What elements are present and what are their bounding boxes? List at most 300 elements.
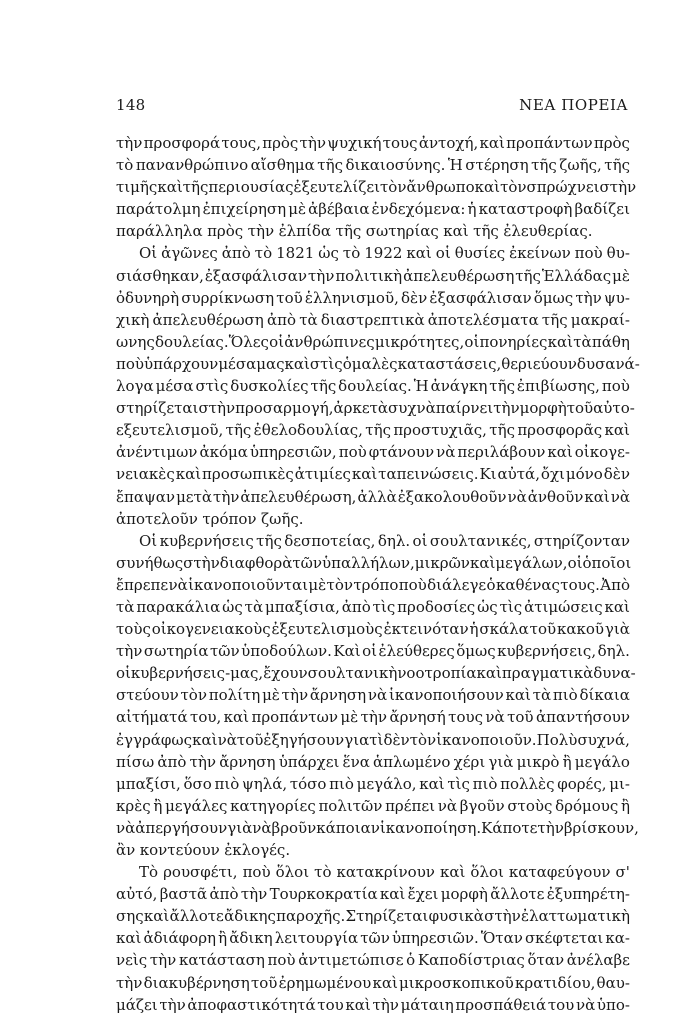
- word: ἀπὸ: [341, 597, 371, 616]
- word: ἀτιμίες: [294, 465, 351, 484]
- word: τὸ: [314, 863, 332, 882]
- word: καὶ: [175, 465, 202, 484]
- text-line: [116, 486, 630, 508]
- text-line: [116, 198, 630, 220]
- word: ἀπὸ: [266, 310, 297, 329]
- word: γιὰ: [488, 752, 514, 771]
- word: πιὸ: [214, 774, 240, 793]
- word: ἀπὸ: [157, 752, 187, 771]
- running-title: ΝΕΑ ΠΟΡΕΙΑ: [519, 96, 628, 114]
- word: ἐξασφάλισαν: [204, 266, 308, 285]
- word: ρουσφέτι,: [163, 863, 238, 882]
- word: καὶ: [345, 995, 371, 1014]
- word: ὡς: [222, 597, 243, 616]
- word: ἀνθοῦν: [527, 487, 584, 506]
- word: ἔχουν: [263, 664, 308, 683]
- text-line: [116, 927, 630, 949]
- word: ὁποῖοι: [582, 553, 632, 572]
- word: αἰτήματά: [116, 708, 188, 727]
- word: καὶ: [192, 730, 218, 749]
- word: ἄδικη: [229, 929, 273, 948]
- word: ἐπιχείρηση: [202, 200, 287, 219]
- word: κα-: [605, 929, 630, 948]
- word: καὶ: [157, 178, 183, 197]
- word: στὶς: [195, 377, 229, 396]
- word: μπαξίσι,: [116, 774, 181, 793]
- word: ὁμαλὲς: [342, 354, 398, 373]
- text-line: [116, 883, 630, 905]
- word: ἀνθρώπινες: [284, 332, 375, 351]
- word: ἄλλοτε: [490, 885, 545, 904]
- word: χέρι: [453, 752, 486, 771]
- word: ἐγγράφως: [116, 730, 193, 749]
- text-line: [116, 817, 639, 839]
- word: καταφεύγουν: [508, 863, 611, 882]
- word: πίσω: [116, 752, 155, 771]
- word: ἡ: [469, 620, 479, 639]
- word: ἄρνησή: [389, 708, 446, 727]
- word: καὶ: [474, 178, 501, 197]
- word: ἄρνηση: [219, 752, 276, 771]
- word: σης: [116, 907, 144, 926]
- word: καὶ: [143, 907, 170, 926]
- word: γιὰ: [227, 818, 253, 837]
- word: τῶν: [209, 642, 240, 661]
- word: Ἡ: [447, 156, 463, 175]
- word: τῆς: [531, 156, 557, 175]
- word: πρέπει: [385, 796, 436, 815]
- word: ὅμως: [533, 288, 574, 307]
- word: τοῦ: [250, 973, 278, 992]
- text-line: [116, 375, 630, 397]
- word: ποὺ: [338, 443, 367, 462]
- text-line: [116, 441, 630, 463]
- word: καθένας: [495, 575, 560, 594]
- text-line: [116, 795, 630, 817]
- word: τῶν: [360, 929, 390, 948]
- word: πολιτικὴ: [335, 266, 403, 285]
- word: προσφορά: [143, 134, 221, 152]
- text-line: [116, 287, 630, 309]
- word: τὰ: [532, 686, 552, 705]
- word: βρίσκουν,: [563, 818, 639, 837]
- word: βαστᾶ: [159, 885, 208, 904]
- word: ἡ: [467, 200, 477, 219]
- word: Ὅλες: [228, 332, 269, 351]
- word: κοντεύουν: [139, 841, 220, 859]
- word: προστυχιᾶς,: [393, 421, 487, 440]
- word: Ἡ: [413, 377, 429, 396]
- word: μπαξίσια,: [264, 597, 340, 616]
- word: νὰ: [437, 796, 457, 815]
- word: ἐξευτελίζει: [293, 178, 380, 197]
- word: αὐτά,: [497, 465, 540, 484]
- word: παροχῆς.: [276, 907, 346, 926]
- word: ἱκανοποιοῦν.: [436, 730, 537, 749]
- word: Κάποτε: [481, 818, 538, 837]
- word: ποὺ: [601, 377, 630, 396]
- word: ὀδυνηρὴ: [116, 288, 180, 307]
- text-line: [116, 972, 630, 994]
- word: ὅλοι: [275, 863, 310, 882]
- word: ἐξηγήσουν: [263, 730, 345, 749]
- word: γιατὶ: [344, 730, 384, 749]
- word: τῶν: [292, 553, 323, 572]
- word: καὶ: [604, 421, 630, 440]
- word: τὰ: [116, 597, 135, 616]
- word: ἄλλοτε: [169, 907, 224, 926]
- word: μὲ: [262, 686, 280, 705]
- word: τὴν: [189, 752, 217, 771]
- word: μικροσκοπικοῦ: [399, 973, 514, 992]
- word: πρὸς: [593, 134, 630, 152]
- word: ἀπελευθέρωση: [403, 266, 515, 285]
- word: ἐπιβίωσης,: [516, 377, 600, 396]
- word: στεύουν: [116, 686, 179, 705]
- word: καὶ: [223, 708, 250, 727]
- word: 1821: [276, 244, 315, 263]
- word: ἔπαψαν: [116, 487, 176, 506]
- word: νειακὲς: [116, 465, 175, 484]
- word: ὑποδούλων.: [241, 642, 332, 661]
- word: μας: [256, 354, 285, 373]
- word: οἰκογε-: [574, 443, 630, 462]
- word: ὅμως: [456, 642, 496, 661]
- word: καὶ: [406, 244, 432, 263]
- word: τὸν: [409, 730, 437, 749]
- word: τὴν: [116, 642, 143, 661]
- word: ἐλαττωματικὴ: [521, 907, 630, 926]
- word: ἀνέλαβε: [566, 951, 630, 970]
- word: βροῦν: [271, 818, 317, 837]
- word: ἀτιμώσεις: [524, 597, 603, 616]
- text-line: [116, 176, 637, 198]
- word: ἀρκετὰ: [333, 399, 389, 418]
- word: Στηρίζεται: [345, 907, 429, 926]
- word: δουλείας.: [338, 377, 412, 396]
- word: τοῦ: [276, 288, 303, 307]
- word: καὶ: [379, 885, 406, 904]
- word: ἀγῶνες: [161, 244, 218, 263]
- word: αὐτό,: [116, 885, 158, 904]
- word: προσφορᾶς: [517, 421, 603, 440]
- word: στὴν: [484, 907, 521, 926]
- word: δηλ.: [377, 531, 411, 550]
- word: στέρηση: [465, 156, 529, 175]
- word: περιλάβουν: [457, 443, 546, 462]
- word: -: [225, 664, 231, 683]
- word: τῆς: [541, 310, 568, 329]
- word: ἢ: [621, 796, 630, 815]
- word: ἐξυπηρέτη-: [546, 885, 630, 904]
- word: τὸν: [326, 575, 353, 594]
- text-line: [116, 618, 630, 640]
- word: τῆς: [256, 531, 282, 550]
- word: φορές,: [557, 774, 607, 793]
- word: καὶ: [469, 553, 496, 572]
- word: Καποδίστριας: [417, 951, 525, 970]
- word: οἱ: [362, 642, 378, 661]
- word: τὴν: [149, 951, 177, 970]
- word: ἀπελευθέρωση: [152, 310, 264, 329]
- word: νὰ: [485, 708, 505, 727]
- word: ποὺ: [574, 244, 603, 263]
- word: καὶ: [547, 443, 573, 462]
- word: συρρίκνωση: [181, 288, 275, 307]
- word: βγοῦν: [459, 796, 505, 815]
- word: τὶς: [372, 597, 396, 616]
- word: συχνά,: [577, 730, 630, 749]
- word: ἐλευθερίας.: [503, 222, 593, 241]
- word: νὰ: [252, 818, 272, 837]
- word: τὸ: [254, 244, 273, 263]
- word: τὴν: [299, 134, 326, 152]
- word: ὁ: [486, 575, 496, 594]
- word: σωτηρίας: [365, 222, 439, 241]
- word: ἐξασφάλισαν: [429, 288, 532, 307]
- word: στὴν: [198, 399, 236, 418]
- word: μετὰ: [176, 487, 213, 506]
- word: ὑπαλλήλων,: [322, 553, 415, 572]
- word: καὶ: [547, 332, 574, 351]
- word: αἴσθημα: [250, 156, 315, 175]
- word: παρακάλια: [136, 597, 221, 616]
- word: οἱ: [567, 553, 583, 572]
- text-line: [116, 861, 630, 883]
- word: προπάντων: [251, 708, 338, 727]
- text-line: [116, 265, 630, 287]
- text-line: [116, 839, 630, 861]
- word: τους: [382, 134, 418, 152]
- word: τους: [448, 708, 483, 727]
- word: δηλ.: [597, 642, 630, 661]
- word: Κι: [479, 465, 497, 484]
- word: τὸν: [380, 178, 407, 197]
- word: ὑπάρχουν: [144, 354, 219, 373]
- word: τῆς: [335, 222, 362, 241]
- word: ἀνέντιμων: [116, 443, 198, 462]
- word: τῆς: [182, 178, 209, 197]
- word: δίκαια: [579, 686, 630, 705]
- word: οἰκογενειακοὺς: [151, 620, 271, 639]
- word: ἀπεργήσουν: [135, 818, 228, 837]
- word: ἀντοχή,: [418, 134, 479, 152]
- word: σιάσθηκαν,: [116, 266, 204, 285]
- text-line: [116, 154, 630, 176]
- word: ποὺ: [267, 951, 296, 970]
- word: νεὶς: [116, 951, 148, 970]
- word: τὴν: [537, 818, 564, 837]
- word: ὅλοι: [470, 863, 504, 882]
- word: γιὰ: [604, 620, 630, 639]
- word: τῆς: [310, 377, 337, 396]
- word: ἢ: [153, 796, 163, 815]
- word: θεριεύουν: [501, 354, 577, 373]
- word: προδοσίες: [397, 597, 476, 616]
- word: στὶς: [309, 354, 343, 373]
- word: ἐκείνων: [509, 244, 571, 263]
- word: ἀκόμα: [199, 443, 248, 462]
- word: τὴν: [159, 995, 186, 1014]
- text-line: [116, 220, 630, 242]
- word: προσαρμογή,: [235, 399, 334, 418]
- word: ἄρνηση: [309, 686, 367, 705]
- word: στὴν: [183, 553, 220, 572]
- word: πιὸ: [329, 774, 354, 793]
- word: ὑπηρεσιῶν,: [249, 443, 337, 462]
- word: προσπάθειά: [455, 995, 547, 1014]
- word: προσωπικὲς: [202, 465, 294, 484]
- word: ἢ: [562, 752, 572, 771]
- word: νὰ: [575, 995, 596, 1014]
- word: τους,: [221, 134, 261, 152]
- word: Πολὺ: [536, 730, 578, 749]
- word: τὴν: [360, 708, 388, 727]
- word: τῆς: [473, 222, 499, 241]
- word: ὄχι: [540, 465, 565, 484]
- word: οἱ: [412, 531, 428, 550]
- word: ἄδικης: [224, 907, 276, 926]
- text-line: [116, 309, 630, 331]
- text-line: [116, 419, 630, 441]
- word: του: [317, 995, 344, 1014]
- word: Οἱ: [139, 244, 158, 263]
- word: ἀποφαστικότητά: [187, 995, 316, 1014]
- word: ἀποτελέσματα: [427, 310, 539, 329]
- word: νὰ: [217, 730, 237, 749]
- word: ὡς: [477, 597, 498, 616]
- word: μέσα: [218, 354, 257, 373]
- word: σουλτανικὴ: [307, 664, 398, 683]
- word: αὐτο-: [593, 399, 635, 418]
- word: μεγάλο: [574, 752, 630, 771]
- text-line: [116, 729, 630, 751]
- word: ἀπὸ: [209, 885, 239, 904]
- word: ψυχική: [327, 134, 382, 152]
- word: ἀπαντήσουν: [535, 708, 630, 727]
- word: τὸν: [180, 686, 207, 705]
- word: μὲ: [288, 200, 307, 219]
- word: τὴν: [281, 686, 309, 705]
- word: συχνὰ: [388, 399, 436, 418]
- word: συνήθως: [116, 553, 184, 572]
- word: δὲν: [603, 465, 630, 484]
- word: κακοῦ: [557, 620, 605, 639]
- word: ἄνθρωπο: [406, 178, 475, 197]
- word: οἱ: [464, 332, 480, 351]
- word: κάποιαν: [316, 818, 380, 837]
- word: μάταιη: [400, 995, 454, 1014]
- word: πονηρίες: [479, 332, 548, 351]
- word: τρόπον: [202, 509, 257, 528]
- word: μάζει: [116, 995, 158, 1014]
- text-line: [116, 508, 630, 530]
- text-line: [116, 353, 640, 375]
- word: μακραί-: [570, 310, 630, 329]
- word: νὰ: [168, 575, 188, 594]
- word: κατηγορίες: [230, 796, 316, 815]
- word: δικαιοσύνης.: [345, 156, 446, 175]
- word: ὅσο: [183, 774, 212, 793]
- word: ἀνάγκη: [430, 377, 488, 396]
- word: καὶ: [604, 597, 630, 616]
- word: φυσικὰ: [428, 907, 484, 926]
- word: παίρνει: [435, 399, 494, 418]
- text-line: [116, 706, 630, 728]
- text-line: [116, 242, 630, 264]
- word: τὶς: [447, 774, 470, 793]
- word: περιουσίας: [208, 178, 294, 197]
- word: Ὅταν: [480, 929, 523, 948]
- text-line: [116, 331, 630, 353]
- word: ἀδιάφορη: [143, 929, 216, 948]
- word: μας,: [230, 664, 264, 683]
- word: Τὸ: [139, 863, 159, 882]
- word: καὶ: [439, 863, 466, 882]
- word: μόνο: [565, 465, 603, 484]
- word: οἱ: [269, 332, 285, 351]
- word: ἐξακολουθοῦν: [397, 487, 507, 506]
- word: ἀπὸ: [221, 244, 251, 263]
- word: ἱκανοποίηση.: [379, 818, 482, 837]
- word: νὰ: [367, 686, 388, 705]
- word: τῆς: [317, 156, 343, 175]
- word: τὴν: [493, 399, 520, 418]
- word: τους.: [560, 575, 600, 594]
- word: δὲν: [383, 730, 410, 749]
- word: πολλὲς: [500, 774, 555, 793]
- word: χικὴ: [116, 310, 150, 329]
- word: οἱ: [435, 244, 451, 263]
- word: ὑπάρχει: [278, 752, 340, 771]
- word: πάθη: [591, 332, 630, 351]
- word: μεγάλων,: [495, 553, 568, 572]
- word: πολιτῶν: [318, 796, 383, 815]
- word: νὰ: [610, 487, 630, 506]
- word: ὡς: [318, 244, 339, 263]
- word: νὰ: [116, 818, 136, 837]
- word: τὴν: [247, 222, 275, 241]
- word: στοὺς: [507, 796, 553, 815]
- word: τοῦ: [566, 399, 594, 418]
- word: τὰ: [244, 597, 264, 616]
- word: καὶ: [351, 465, 378, 484]
- word: τοὺς: [116, 620, 151, 639]
- word: ἀπελευθέρωση,: [240, 487, 357, 506]
- word: του: [547, 995, 575, 1014]
- word: μορφὴ: [440, 885, 488, 904]
- page-number: 148: [116, 96, 146, 114]
- word: θυσίες: [454, 244, 506, 263]
- word: ποὺ: [398, 575, 427, 594]
- word: νοοτροπία: [397, 664, 477, 683]
- word: καὶ: [419, 774, 445, 793]
- word: Τουρκοκρατία: [269, 885, 378, 904]
- word: μικρὸ: [516, 752, 560, 771]
- word: πιὸ: [552, 686, 578, 705]
- word: δουλείας.: [154, 332, 229, 351]
- word: παράλληλα: [116, 222, 203, 241]
- text-line: [116, 949, 630, 971]
- word: πολίτη: [208, 686, 261, 705]
- word: σουλτανικές,: [429, 531, 532, 550]
- word: ἂν: [116, 841, 136, 859]
- word: παράτολμη: [116, 200, 201, 219]
- word: στὴν: [599, 178, 637, 197]
- word: ἕνα: [342, 752, 370, 771]
- word: διάλεγε: [427, 575, 487, 594]
- word: μὲ: [308, 575, 327, 594]
